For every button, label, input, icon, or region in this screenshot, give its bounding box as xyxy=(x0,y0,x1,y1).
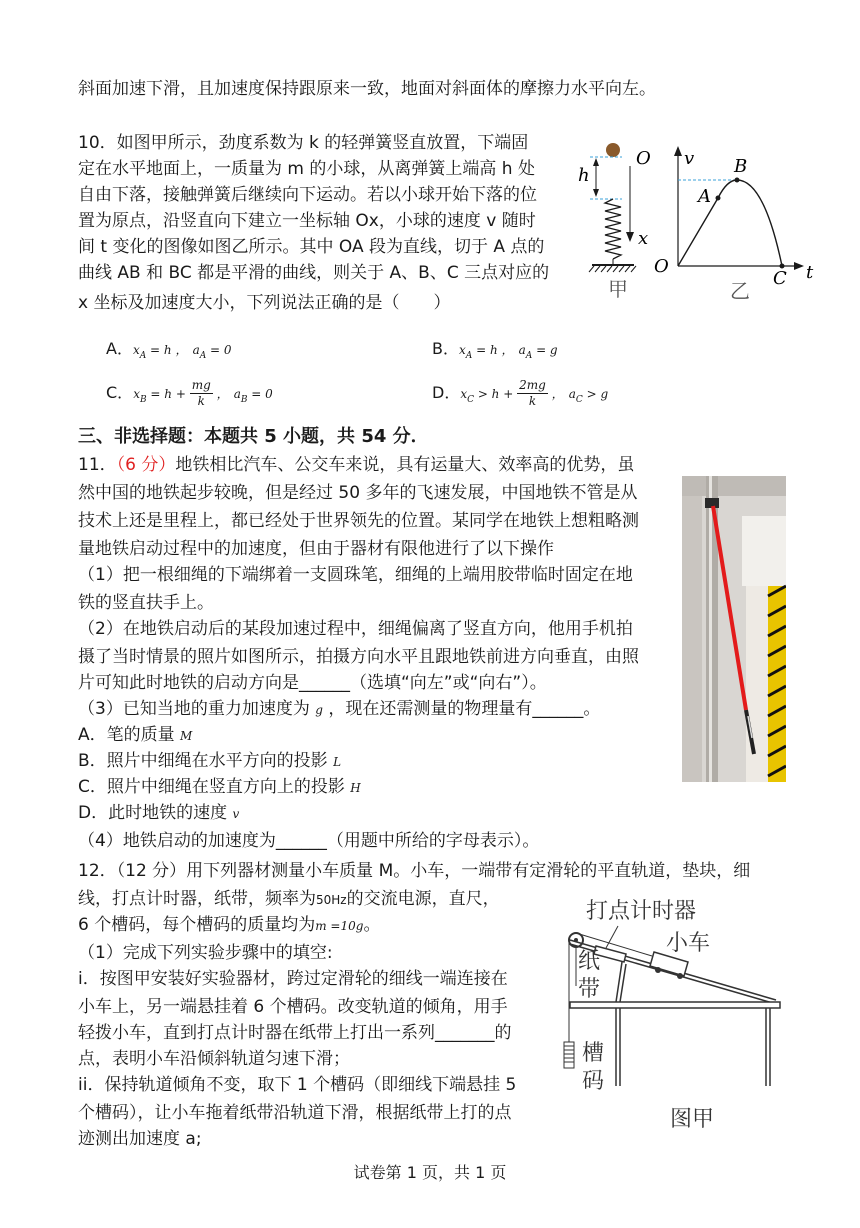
spring-icon xyxy=(605,199,621,259)
q11-option-A: A．笔的质量 M xyxy=(78,725,193,745)
q12-line-4: （1）完成下列实验步骤中的填空: xyxy=(78,943,333,963)
O-label: O xyxy=(636,148,651,169)
x-label: x xyxy=(638,228,649,249)
q10-line-2: 定在水平地面上，一质量为 m 的小球，从离弹簧上端高 h 处 xyxy=(78,159,535,179)
vt-graph xyxy=(654,146,814,303)
point-A-label: A xyxy=(698,186,711,207)
q12-line-5: i．按图甲安装好实验器材，跨过定滑轮的细线一端连接在 xyxy=(78,969,508,989)
subway-photo xyxy=(682,476,786,782)
q11-line-5: （1）把一根细绳的下端绑着一支圆珠笔，细绳的上端用胶带临时固定在地 xyxy=(78,565,633,585)
option-B: B．$x_A = h$ ， $a_A = g$ xyxy=(432,339,558,362)
q11-line-6: 铁的竖直扶手上。 xyxy=(78,593,214,613)
point-C-label: C xyxy=(773,268,787,289)
text-line: 斜面加速下滑，且加速度保持跟原来一致，地面对斜面体的摩擦力水平向左。 xyxy=(78,79,656,99)
q11-line-8: 摄了当时情景的照片如图所示，拍摄方向水平且跟地铁前进方向垂直，由照 xyxy=(78,647,639,667)
figure-caption: 图甲 xyxy=(670,1107,715,1132)
q12-line-10: 个槽码），让小车拖着纸带沿轨道下滑，根据纸带上打的点 xyxy=(78,1103,512,1123)
q10-line-6: 曲线 AB 和 BC 都是平滑的曲线，则关于 A、B、C 三点对应的 xyxy=(78,263,550,283)
section-heading: 三、非选择题：本题共 5 小题，共 54 分． xyxy=(78,426,429,447)
weights-label-2: 码 xyxy=(582,1069,605,1094)
q11-line-11: （4）地铁启动的加速度为______（用题中所给的字母表示）。 xyxy=(78,831,540,851)
q12-line-7: 轻拨小车，直到打点计时器在纸带上打出一系列_______的 xyxy=(78,1023,512,1043)
figure-yi-label: 乙 xyxy=(730,279,750,303)
q11-option-D: D．此时地铁的速度 v xyxy=(78,803,240,823)
q11-line-3: 技术上还是里程上，都已经处于世界领先的位置。某同学在地铁上想粗略测 xyxy=(78,511,639,531)
q11-line-2: 然中国的地铁起步较晚，但是经过 50 多年的飞速发展，中国地铁不管是从 xyxy=(78,483,638,503)
h-label: h xyxy=(578,165,590,186)
q11-line-10: （3）已知当地的重力加速度为 g ，现在还需测量的物理量有______。 xyxy=(78,699,601,719)
experiment-figure xyxy=(556,890,796,1136)
v-axis-label: v xyxy=(684,148,695,169)
q11-option-B: B．照片中细绳在水平方向的投影 L xyxy=(78,751,342,771)
q12-line-11: 迹测出加速度 a; xyxy=(78,1129,202,1149)
q11-line-9: 片可知此时地铁的启动方向是______（选填“向左”或“向右”）。 xyxy=(78,673,547,693)
q12-line-1: 12．（12 分）用下列器材测量小车质量 M。小车，一端带有定滑轮的平直轨道，垫块，细 xyxy=(78,861,751,881)
weights-label-1: 槽 xyxy=(582,1041,605,1066)
q11-line-7: （2）在地铁启动后的某段加速过程中，细绳偏离了竖直方向，他用手机拍 xyxy=(78,619,633,639)
option-D: D．$x_C > h$ + $\frac{2mg}{k}$ ， $a_C > g$ xyxy=(432,378,609,408)
tape-label-1: 纸 xyxy=(578,949,601,974)
q10-line-3: 自由下落，接触弹簧后继续向下运动。若以小球开始下落的位 xyxy=(78,185,537,205)
q10-line-7: x 坐标及加速度大小，下列说法正确的是（ ） xyxy=(78,293,451,313)
q12-line-9: ii．保持轨道倾角不变，取下 1 个槽码（即细线下端悬挂 5 xyxy=(78,1075,517,1095)
spring-figure xyxy=(578,143,651,301)
q12-line-2: 线，打点计时器，纸带，频率为50Hz的交流电源，直尺， xyxy=(78,889,500,909)
option-A: A．$x_A = h$ ， $a_A = 0$ xyxy=(106,339,232,362)
t-axis-label: t xyxy=(806,262,814,283)
q10-line-5: 间 t 变化的图像如图乙所示。其中 OA 段为直线，切于 A 点的 xyxy=(78,237,545,257)
car-label: 小车 xyxy=(666,931,711,956)
figure-jia-label: 甲 xyxy=(608,277,628,301)
q12-line-3: 6 个槽码，每个槽码的质量均为m =10g。 xyxy=(78,915,381,935)
q10-line-1: 10．如图甲所示，劲度系数为 k 的轻弹簧竖直放置，下端固 xyxy=(78,133,529,153)
page-footer: 试卷第 1 页，共 1 页 xyxy=(353,1163,507,1182)
tape-label-2: 带 xyxy=(578,977,601,1002)
q12-line-8: 点，表明小车沿倾斜轨道匀速下滑； xyxy=(78,1049,350,1069)
vt-curve xyxy=(678,180,782,266)
q12-line-6: 小车上，另一端悬挂着 6 个槽码。改变轨道的倾角，用手 xyxy=(78,997,508,1017)
q10-figures xyxy=(570,136,820,304)
point-B-label: B xyxy=(734,156,748,177)
q11-line-1: 11．（6 分）地铁相比汽车、公交车来说，具有运量大、效率高的优势，虽 xyxy=(78,455,635,475)
q11-line-4: 量地铁启动过程中的加速度，但由于器材有限他进行了以下操作 xyxy=(78,539,554,559)
q11-option-C: C．照片中细绳在竖直方向上的投影 H xyxy=(78,777,361,797)
origin-label: O xyxy=(654,256,669,277)
table-icon xyxy=(570,1002,780,1008)
ball-icon xyxy=(606,143,620,157)
timer-label: 打点计时器 xyxy=(586,899,697,924)
q10-line-4: 置为原点，沿竖直向下建立一坐标轴 Ox，小球的速度 v 随时 xyxy=(78,211,536,231)
option-C: C．$x_B = h$ + $\frac{mg}{k}$ ， $a_B = 0$ xyxy=(106,378,273,408)
